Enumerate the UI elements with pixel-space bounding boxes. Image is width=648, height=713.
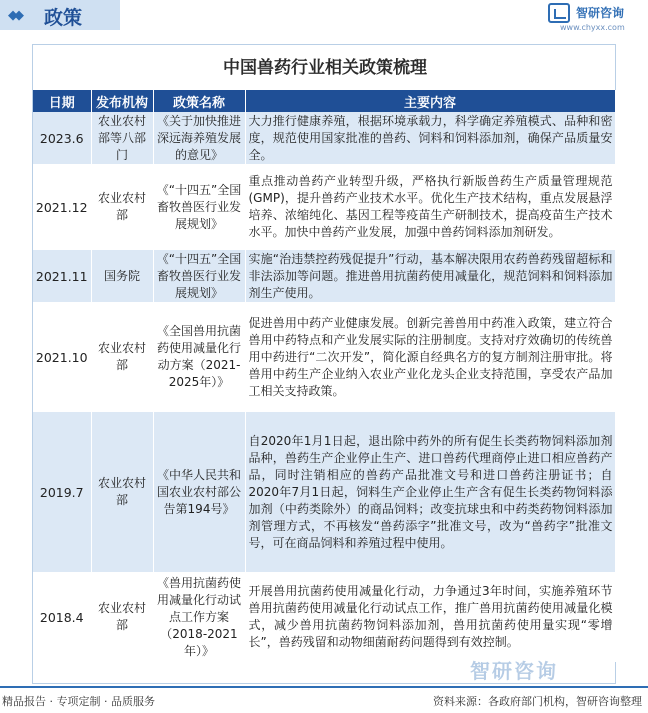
row-content: 大力推行健康养殖，根据环境承载力，科学确定养殖模式、品种和密度，规范使用国家批准的兽药、饲料和饲料添加剂，确保产品质量安全。	[245, 112, 615, 164]
footer-slogan: 精品报告 · 专项定制 · 品质服务	[2, 695, 155, 708]
row-content: 实施“治违禁控药残促提升”行动，基本解决限用农药兽药残留超标和非法添加等问题。推进兽用抗菌药使用减量化，规范饲料和饲料添加剂生产使用。	[245, 250, 615, 302]
table-frame	[32, 44, 616, 684]
table-row	[33, 412, 615, 572]
row-content: 重点推动兽药产业转型升级，严格执行新版兽药生产质量管理规范(GMP)，提升兽药产业技术水平。优化生产技术结构，重点发展悬浮培养、浓缩纯化、基因工程等疫苗生产研制技术，提高疫苗生产技术水平。加快中兽药产业发展，加强中兽药饲料添加剂研发。	[245, 164, 615, 250]
logo-icon	[548, 3, 570, 23]
row-date: 2021.11	[33, 250, 91, 302]
row-policy-name: 《关于加快推进深远海养殖发展的意见》	[153, 112, 245, 164]
policy-table	[33, 90, 616, 662]
row-policy-name: 《全国兽用抗菌药使用减量化行动方案（2021-2025年）》	[153, 302, 245, 412]
column-header-date: 日期	[33, 90, 91, 112]
header-bar	[0, 0, 648, 30]
table-row	[33, 112, 615, 164]
row-date: 2018.4	[33, 572, 91, 662]
watermark-logo: 智研咨询	[470, 659, 558, 683]
row-date: 2019.7	[33, 412, 91, 572]
row-date: 2021.12	[33, 164, 91, 250]
row-org: 农业农村部	[91, 302, 153, 412]
footer-source: 资料来源：各政府部门机构，智研咨询整理	[433, 695, 642, 708]
table-row	[33, 302, 615, 412]
column-header-content: 主要内容	[245, 90, 615, 112]
footer	[0, 690, 648, 713]
row-date: 2021.10	[33, 302, 91, 412]
column-header-org: 发布机构	[91, 90, 153, 112]
row-policy-name: 《兽用抗菌药使用减量化行动试点工作方案（2018-2021年）》	[153, 572, 245, 662]
row-content: 开展兽用抗菌药使用减量化行动，力争通过3年时间，实施养殖环节兽用抗菌药使用减量化行动试点工作，推广兽用抗菌药使用减量化模式，减少兽用抗菌药物饲料添加剂，兽用抗菌药使用量实现“零增长”，兽药残留和动物细菌耐药问题得到有效控制。	[245, 572, 615, 662]
table-header-row	[33, 90, 615, 112]
row-org: 农业农村部等八部门	[91, 112, 153, 164]
logo-name: 智研咨询	[576, 6, 625, 20]
row-policy-name: 《中华人民共和国农业农村部公告第194号》	[153, 412, 245, 572]
diamond-icon: ◆◆	[8, 8, 20, 23]
table-title: 中国兽药行业相关政策梳理	[223, 58, 427, 78]
row-content: 促进兽用中药产业健康发展。创新完善兽用中药准入政策，建立符合兽用中药特点和产业发展实际的注册制度。支持对疗效确切的传统兽用中药进行“二次开发”，简化源自经典名方的复方制剂注册审批。将兽用中药生产企业纳入农业产业化龙头企业支持范围，享受农产品加工相关支持政策。	[245, 302, 615, 412]
row-org: 国务院	[91, 250, 153, 302]
row-org: 农业农村部	[91, 412, 153, 572]
row-policy-name: 《“十四五”全国畜牧兽医行业发展规划》	[153, 250, 245, 302]
table-row	[33, 572, 615, 662]
row-policy-name: 《“十四五”全国畜牧兽医行业发展规划》	[153, 164, 245, 250]
table-row	[33, 250, 615, 302]
logo-url: www.chyxx.com	[560, 23, 625, 32]
footer-divider	[0, 686, 648, 688]
column-header-name: 政策名称	[153, 90, 245, 112]
row-org: 农业农村部	[91, 572, 153, 662]
section-title: 政策	[44, 7, 83, 29]
table-row	[33, 164, 615, 250]
row-date: 2023.6	[33, 112, 91, 164]
row-content: 自2020年1月1日起，退出除中药外的所有促生长类药物饲料添加剂品种，兽药生产企业停止生产、进口兽药代理商停止进口相应兽药产品，同时注销相应的兽药产品批准文号和进口兽药注册证书；自2020年7月1日起，饲料生产企业停止生产含有促生长类药物饲料添加剂（中药类除外）的商品饲料；改变抗球虫和中药类药物饲料添加剂管理方式，不再核发“兽药添字”批准文号，改为“兽药字”批准文号，可在商品饲料和养殖过程中使用。	[245, 412, 615, 572]
row-org: 农业农村部	[91, 164, 153, 250]
